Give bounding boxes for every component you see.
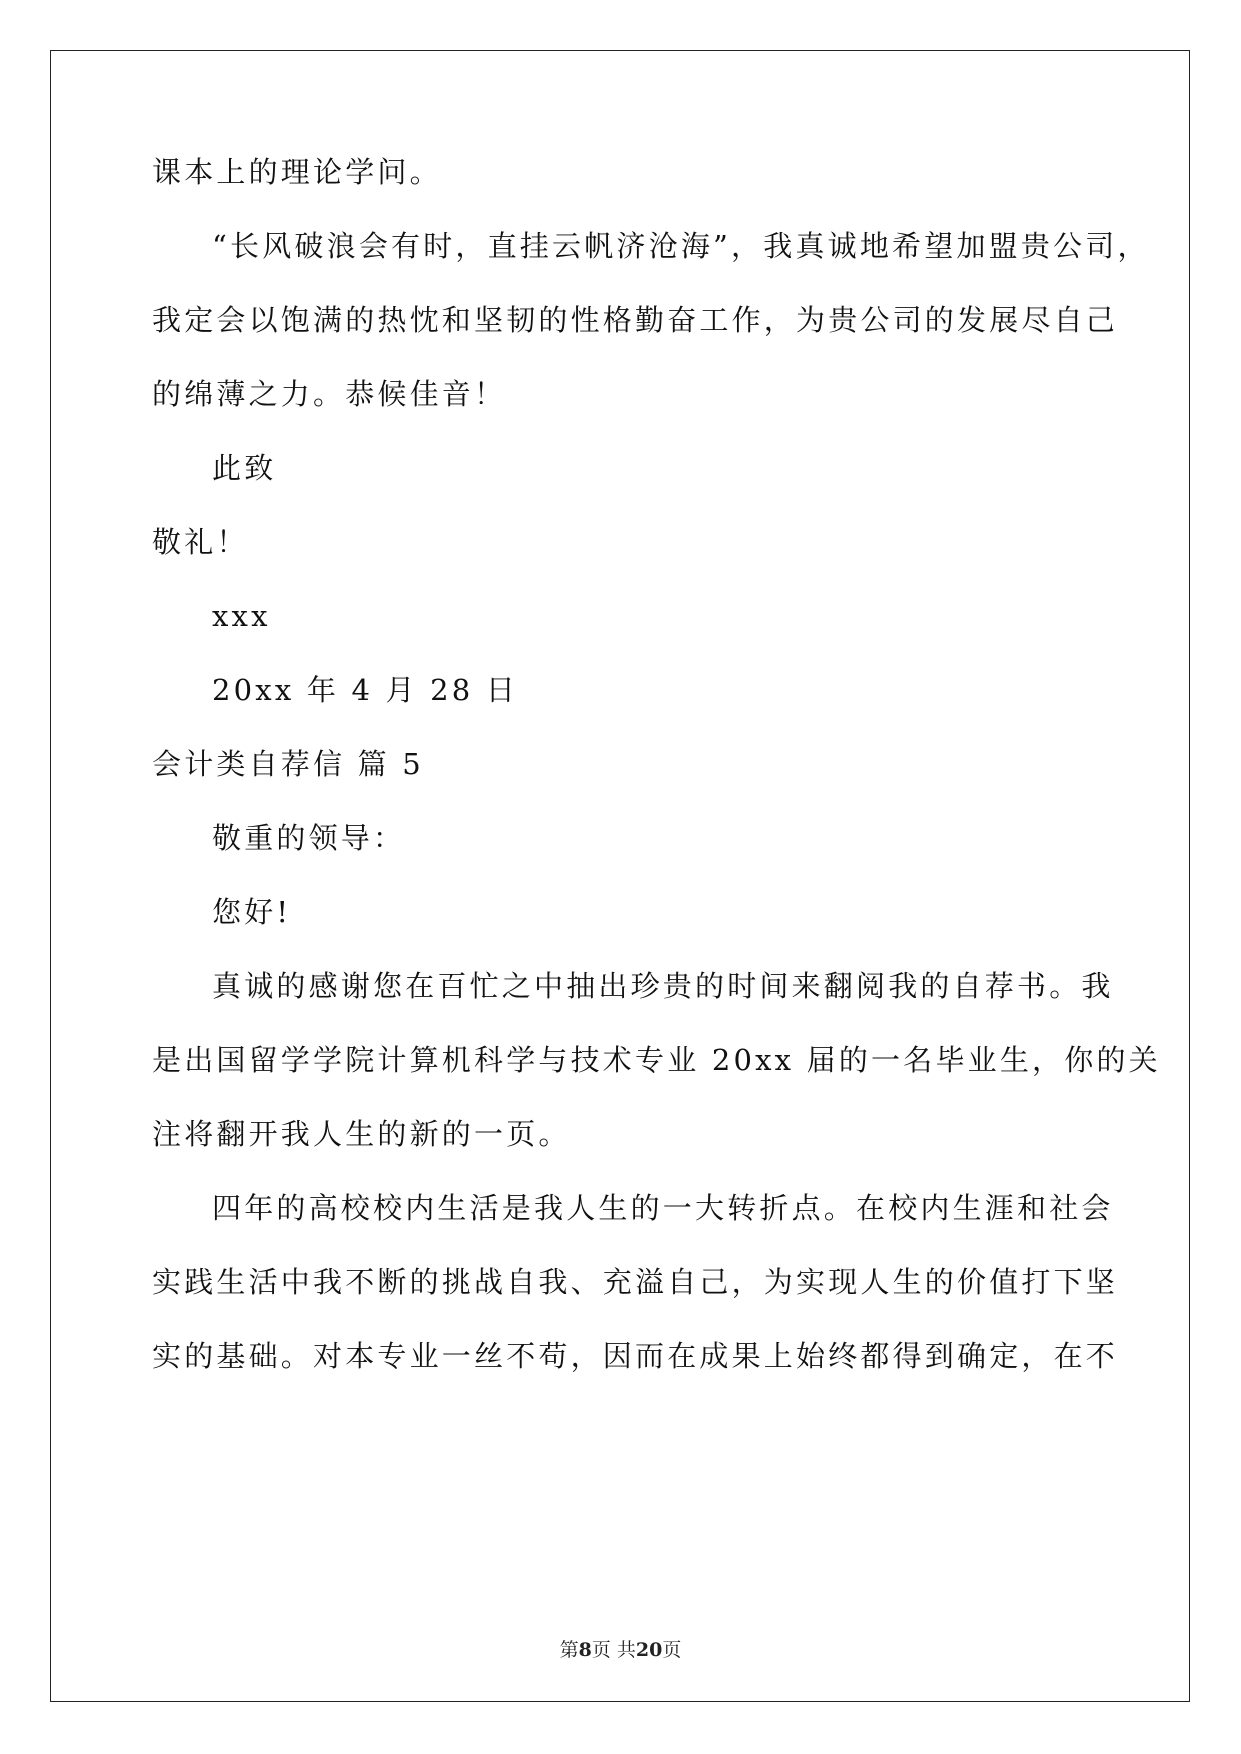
letter-hello: 您好!: [212, 895, 292, 929]
current-page-number: 8: [578, 1639, 592, 1661]
text-line: 课本上的理论学问。: [152, 155, 442, 189]
text-line: 是出国留学学院计算机科学与技术专业 20xx 届的一名毕业生，你的关: [152, 1043, 1161, 1077]
signature-date: 20xx 年 4 月 28 日: [212, 673, 519, 707]
closing-regards: 敬礼！: [152, 525, 249, 559]
section-heading: 会计类自荐信 篇 5: [152, 747, 424, 781]
text-line: 实践生活中我不断的挑战自我、充溢自己，为实现人生的价值打下坚: [152, 1265, 1119, 1299]
page-border: [50, 50, 1190, 1702]
text-line: 实的基础。对本专业一丝不苟，因而在成果上始终都得到确定，在不: [152, 1339, 1119, 1373]
text-line: 的绵薄之力。恭候佳音！: [152, 377, 507, 411]
text-line: 四年的高校校内生活是我人生的一大转折点。在校内生涯和社会: [212, 1191, 1114, 1225]
signature-name: xxx: [212, 599, 271, 633]
total-pages-number: 20: [635, 1639, 663, 1661]
text-line: 注将翻开我人生的新的一页。: [152, 1117, 571, 1151]
text-line: 我定会以饱满的热忱和坚韧的性格勤奋工作，为贵公司的发展尽自己: [152, 303, 1119, 337]
footer-prefix: 第: [559, 1639, 579, 1661]
footer-middle: 页 共: [591, 1639, 636, 1661]
closing-salutation: 此致: [212, 451, 277, 485]
footer-suffix: 页: [662, 1639, 682, 1661]
letter-greeting: 敬重的领导：: [212, 821, 406, 855]
page-footer: [0, 1638, 1241, 1662]
text-line: 真诚的感谢您在百忙之中抽出珍贵的时间来翻阅我的自荐书。我: [212, 969, 1114, 1003]
text-line: “长风破浪会有时，直挂云帆济沧海”，我真诚地希望加盟贵公司，: [212, 229, 1150, 263]
